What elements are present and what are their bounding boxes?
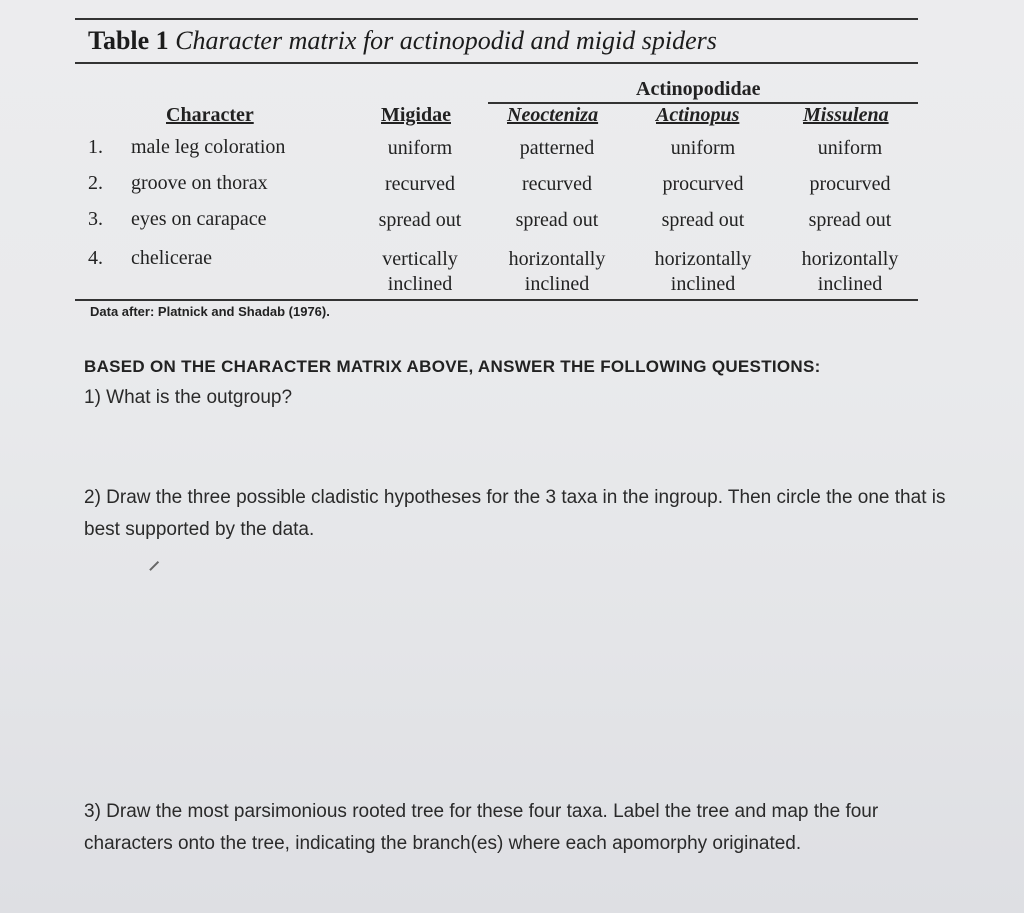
source-note: Data after: Platnick and Shadab (1976). — [90, 304, 330, 319]
table-label: Table 1 — [88, 26, 169, 55]
table-top-rule — [75, 18, 918, 20]
table-cell: uniform — [387, 137, 453, 159]
table-cell: procurved — [662, 173, 744, 195]
table-cell: spread out — [808, 209, 892, 231]
table-cell: recurved — [522, 173, 592, 195]
column-header-migidae: Migidae — [381, 104, 451, 126]
questions-heading: BASED ON THE CHARACTER MATRIX ABOVE, ANSWER THE FOLLOWING QUESTIONS: — [84, 357, 821, 376]
row-character-name: male leg coloration — [131, 136, 286, 158]
row-number: 2. — [88, 172, 103, 194]
pencil-mark — [149, 561, 159, 571]
family-header: Actinopodidae — [636, 78, 761, 100]
table-cell: spread out — [661, 209, 745, 231]
table-cell: procurved — [809, 173, 891, 195]
table-cell: spread out — [515, 209, 599, 231]
row-number: 1. — [88, 136, 103, 158]
table-cell: vertically inclined — [382, 248, 458, 295]
table-cell: horizontally inclined — [508, 248, 606, 295]
table-cell: horizontally inclined — [801, 248, 899, 295]
table-title-rule — [75, 62, 918, 64]
table-cell: horizontally inclined — [654, 248, 752, 295]
question-2: 2) Draw the three possible cladistic hypotheses for the 3 taxa in the ingroup. Then circle the one that is best supported by the data. — [84, 487, 946, 540]
table-cell: recurved — [385, 173, 455, 195]
column-header-actinopus: Actinopus — [656, 104, 740, 126]
column-header-missulena: Missulena — [803, 104, 889, 126]
question-1: 1) What is the outgroup? — [84, 387, 293, 408]
table-bottom-rule — [75, 299, 918, 301]
table-cell: uniform — [670, 137, 736, 159]
question-3: 3) Draw the most parsimonious rooted tree for these four taxa. Label the tree and map the four characters onto the tree, indicating the branch(es) where each apomorphy originated. — [84, 801, 879, 854]
column-header-neocteniza: Neocteniza — [507, 104, 599, 126]
table-cell: patterned — [519, 137, 595, 159]
row-number: 3. — [88, 208, 103, 230]
table-cell: uniform — [817, 137, 883, 159]
row-number: 4. — [88, 247, 103, 269]
row-character-name: groove on thorax — [131, 172, 268, 194]
row-character-name: chelicerae — [131, 247, 213, 269]
table-title — [88, 26, 717, 56]
table-title-text: Character matrix for actinopodid and migid spiders — [175, 26, 717, 55]
table-cell: spread out — [378, 209, 462, 231]
character-column-header: Character — [166, 104, 254, 126]
row-character-name: eyes on carapace — [131, 208, 267, 230]
